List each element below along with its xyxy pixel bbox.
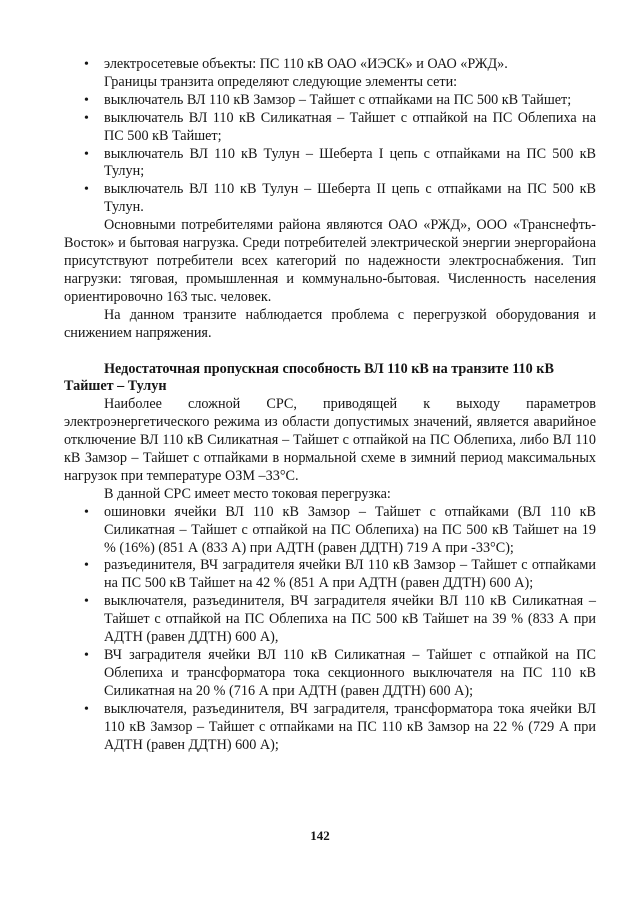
list-item-text: выключателя, разъединителя, ВЧ заградителя ячейки ВЛ 110 кВ Силикатная – Тайшет с отпайкой на ПС Облепиха на ПС 500 кВ Тайшет на 39 % (833 А при АДТН (равен ДДТН) 600 А), <box>104 593 596 646</box>
page-number: 142 <box>310 828 330 843</box>
list-item-text: разъединителя, ВЧ заградителя ячейки ВЛ 110 кВ Замзор – Тайшет с отпайками на ПС 500 кВ Тайшет на 42 % (851 А при АДТН (равен ДДТН) 600 А); <box>104 557 596 592</box>
list-item <box>64 92 596 110</box>
list-item-text: ошиновки ячейки ВЛ 110 кВ Замзор – Тайшет с отпайками (ВЛ 110 кВ Силикатная – Тайшет с отпайкой на ПС Облепиха) на ПС 500 кВ Тайшет на 19 % (16%) (851 А (833 А) при АДТН (равен ДДТН) 719 А при -33°С); <box>104 503 596 556</box>
list-item <box>64 146 596 182</box>
list-item <box>64 110 596 146</box>
list-item <box>64 56 596 74</box>
list-item-text: выключатель ВЛ 110 кВ Замзор – Тайшет с отпайками на ПС 500 кВ Тайшет; <box>104 91 572 108</box>
bullet-icon: • <box>84 594 89 610</box>
bullet-icon: • <box>84 558 89 574</box>
list-item-text: выключатель ВЛ 110 кВ Силикатная – Тайшет с отпайкой на ПС Облепиха на ПС 500 кВ Тайшет; <box>104 109 596 144</box>
bullet-icon: • <box>84 648 89 663</box>
bullet-icon: • <box>84 182 89 198</box>
list-item <box>64 504 596 558</box>
list-item-text: выключатель ВЛ 110 кВ Тулун – Шеберта I цепь с отпайками на ПС 500 кВ Тулун; <box>104 145 596 180</box>
consumers-paragraph: Основными потребителями района являются ОАО «РЖД», ООО «Транснефть-Восток» и бытовая нагрузка. Среди потребителей электрической энергии энергорайона присутствуют потребители всех категорий по надежности электроснабжения. Тип нагрузки: тяговая, промышленная и коммунально-бытовая. Численность населения ориентировочно 163 тыс. человек. <box>64 217 596 305</box>
bullet-icon: • <box>84 146 89 162</box>
list-item <box>64 557 596 593</box>
problem-paragraph: На данном транзите наблюдается проблема с перегрузкой оборудования и снижением напряжения. <box>64 306 596 341</box>
list-item <box>64 647 596 701</box>
section-heading: Недостаточная пропускная способность ВЛ 110 кВ на транзите 110 кВ Тайшет – Тулун <box>64 360 554 395</box>
src-paragraph: Наиболее сложной СРС, приводящей к выходу параметров электроэнергетического режима из области допустимых значений, является аварийное отключение ВЛ 110 кВ Силикатная – Тайшет с отпайкой на ПС Облепиха, либо ВЛ 110 кВ Замзор – Тайшет с отпайками в нормальной схеме в зимний период максимальных нагрузок при температуре ОЗМ –33°С. <box>64 396 596 484</box>
body-text <box>64 56 596 754</box>
list-item-text: выключателя, разъединителя, ВЧ заградителя, трансформатора тока ячейки ВЛ 110 кВ Замзор – Тайшет с отпайками на ПС 110 кВ Замзор на 22 % (729 А при АДТН (равен ДДТН) 600 А); <box>104 700 596 753</box>
overload-intro: В данной СРС имеет место токовая перегрузка: <box>104 485 391 502</box>
list-item <box>64 593 596 647</box>
bullet-icon: • <box>84 504 89 520</box>
bullet-icon: • <box>84 57 89 72</box>
bullet-icon: • <box>84 92 89 108</box>
bullet-icon: • <box>84 701 89 717</box>
list-item-text: электросетевые объекты: ПС 110 кВ ОАО «ИЭСК» и ОАО «РЖД». <box>104 56 508 72</box>
bullet-icon: • <box>84 110 89 126</box>
boundaries-intro: Границы транзита определяют следующие элементы сети: <box>104 73 458 90</box>
list-item <box>64 701 596 755</box>
list-item-text: ВЧ заградителя ячейки ВЛ 110 кВ Силикатная – Тайшет с отпайкой на ПС Облепиха и трансформатора тока секционного выключателя на ПС 110 кВ Силикатная на 20 % (716 А при АДТН (равен ДДТН) 600 А); <box>104 647 596 699</box>
list-item <box>64 181 596 217</box>
list-item-text: выключатель ВЛ 110 кВ Тулун – Шеберта II цепь с отпайками на ПС 500 кВ Тулун. <box>104 181 596 216</box>
